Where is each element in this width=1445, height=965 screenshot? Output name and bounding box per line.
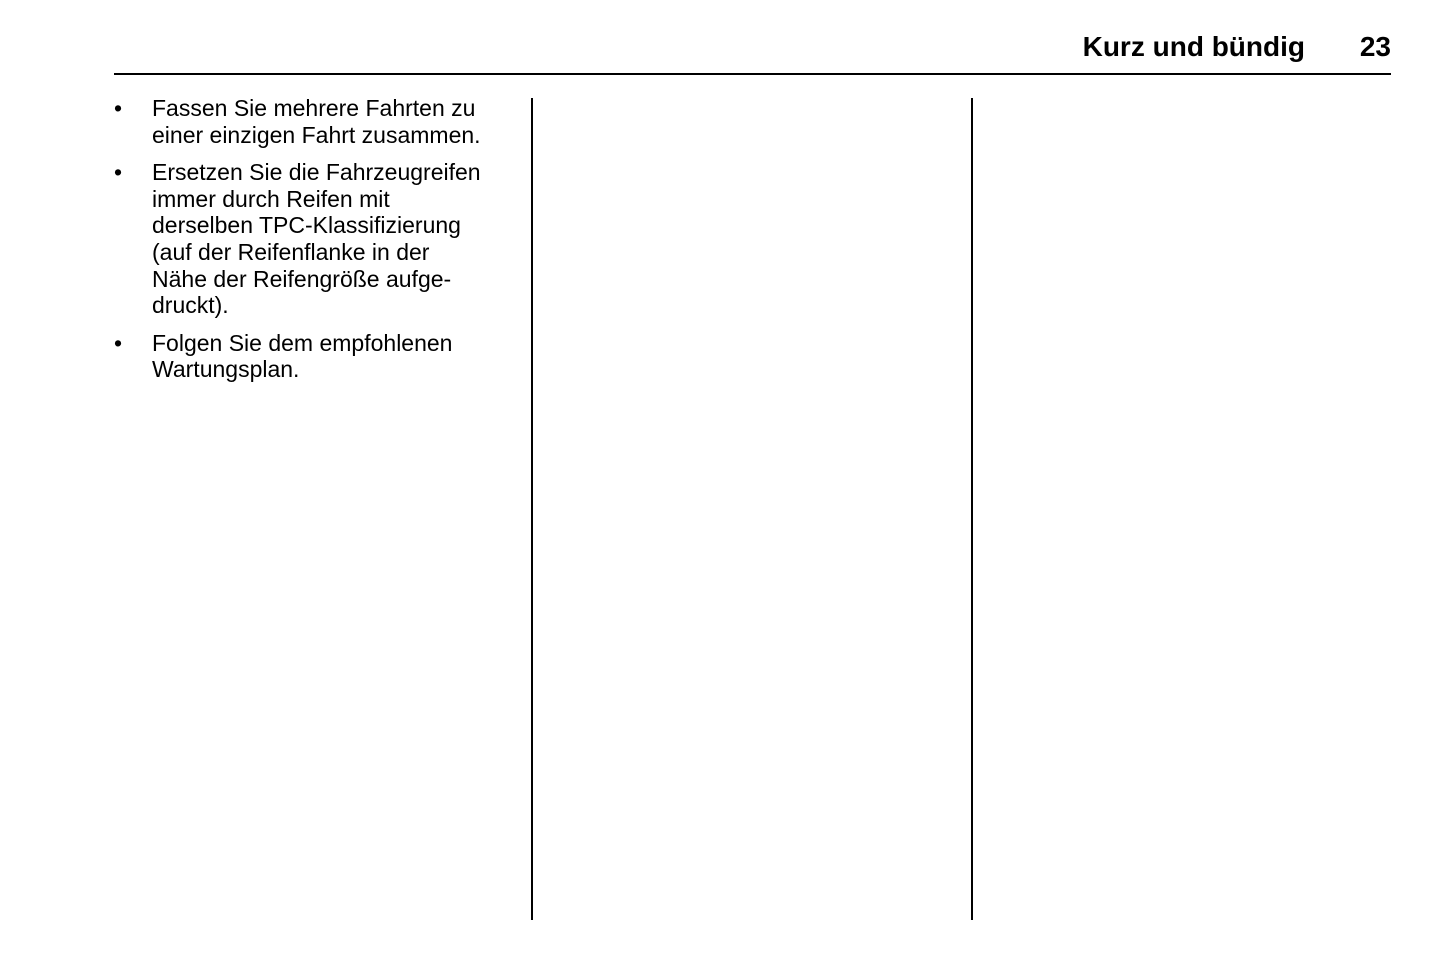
text-line: Folgen Sie dem empfohlenen	[152, 329, 453, 356]
page-header	[114, 28, 1391, 66]
column-divider-left	[531, 98, 533, 920]
column-divider-right	[971, 98, 973, 920]
bullet-list	[114, 95, 514, 383]
bullet-marker: •	[114, 95, 123, 121]
text-line: druckt).	[152, 292, 229, 319]
bullet-item	[114, 330, 514, 383]
bullet-text	[152, 159, 514, 319]
bullet-item	[114, 95, 514, 148]
text-line: Nähe der Reifengröße aufge-	[152, 265, 452, 292]
bullet-text	[152, 95, 514, 148]
header-divider	[114, 73, 1391, 75]
text-line: Ersetzen Sie die Fahrzeugreifen	[152, 159, 481, 186]
text-line: (auf der Reifenflanke in der	[152, 238, 430, 265]
text-line: Wartungsplan.	[152, 356, 300, 383]
text-line: immer durch Reifen mit	[152, 185, 390, 212]
page-number: 23	[1359, 31, 1391, 62]
left-column	[114, 95, 514, 394]
bullet-marker: •	[114, 159, 123, 186]
text-line: derselben TPC-Klassifizierung	[152, 212, 461, 239]
bullet-marker: •	[114, 329, 123, 356]
text-line: einer einzigen Fahrt zusammen.	[152, 121, 481, 148]
section-title: Kurz und bündig	[1082, 31, 1305, 62]
bullet-item	[114, 159, 514, 319]
text-line: Fassen Sie mehrere Fahrten zu	[152, 95, 476, 121]
bullet-text	[152, 330, 514, 383]
